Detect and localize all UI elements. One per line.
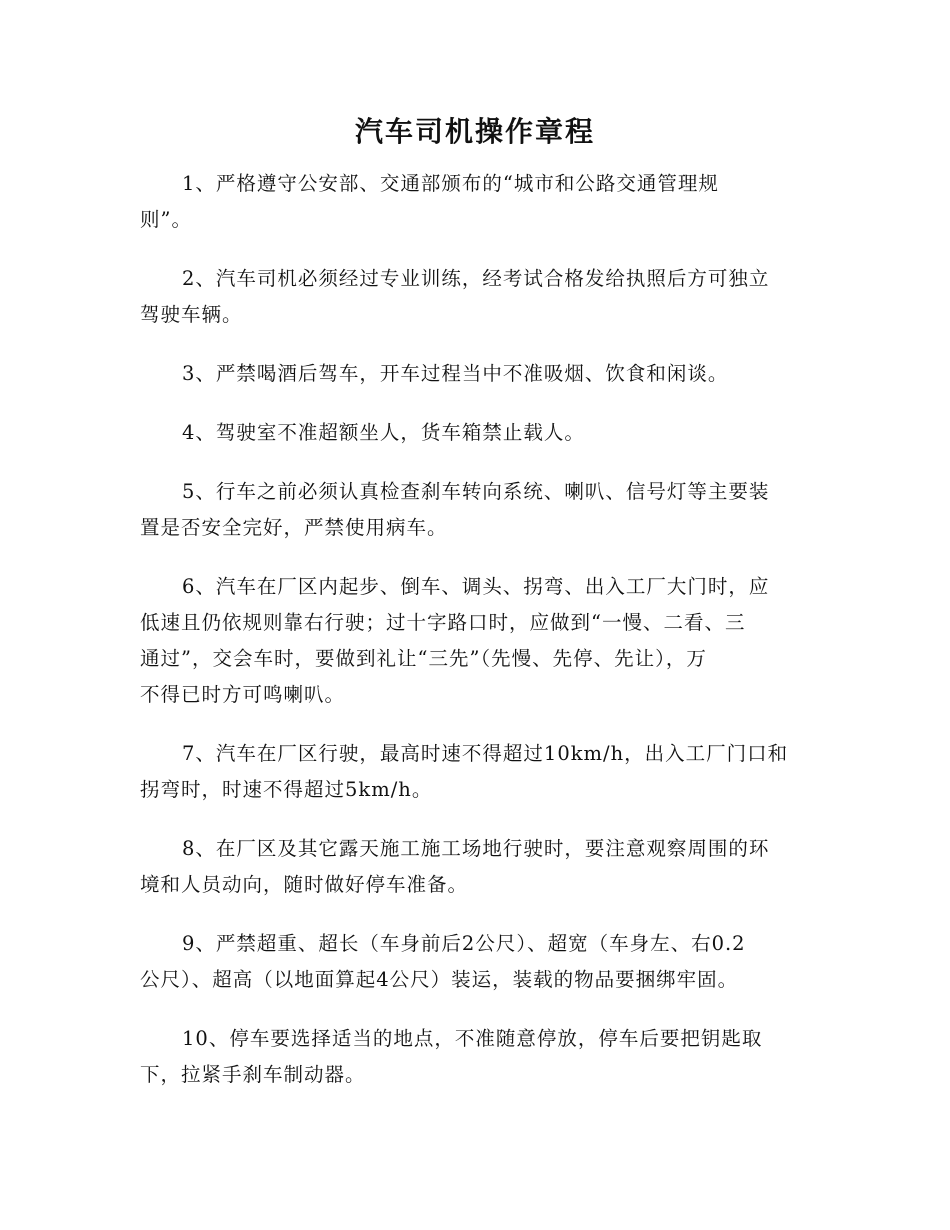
paragraph-line: 则”。	[140, 208, 192, 231]
paragraph-10	[140, 1021, 810, 1093]
document-title: 汽车司机操作章程	[354, 115, 595, 148]
paragraph-8	[140, 831, 810, 903]
paragraph-line: 2、汽车司机必须经过专业训练，经考试合格发给执照后方可独立	[182, 267, 770, 290]
paragraph-1	[140, 166, 810, 238]
paragraph-line: 4、驾驶室不准超额坐人，货车箱禁止载人。	[182, 421, 585, 444]
paragraph-7	[140, 736, 810, 808]
paragraph-line: 6、汽车在厂区内起步、倒车、调头、拐弯、出入工厂大门时，应	[182, 575, 770, 598]
paragraph-line: 不得已时方可鸣喇叭。	[140, 683, 346, 706]
paragraph-line: 5、行车之前必须认真检查刹车转向系统、喇叭、信号灯等主要装	[182, 480, 770, 503]
paragraph-6	[140, 569, 810, 713]
paragraph-9	[140, 926, 810, 998]
paragraph-line: 1、严格遵守公安部、交通部颁布的“城市和公路交通管理规	[182, 172, 719, 195]
paragraph-line: 公尺）、超高（以地面算起4公尺）装运，装载的物品要捆绑牢固。	[140, 968, 739, 991]
paragraph-line: 7、汽车在厂区行驶，最高时速不得超过10km/h，出入工厂门口和	[182, 742, 789, 765]
document-body	[140, 166, 810, 1116]
paragraph-line: 低速且仍依规则靠右行驶；过十字路口时，应做到“一慢、二看、三	[140, 611, 746, 634]
paragraph-line: 通过”，交会车时，要做到礼让“三先”（先慢、先停、先让），万	[140, 647, 707, 670]
paragraph-4	[140, 415, 810, 451]
paragraph-line: 驾驶车辆。	[140, 303, 243, 326]
paragraph-5	[140, 474, 810, 546]
paragraph-line: 置是否安全完好，严禁使用病车。	[140, 516, 448, 539]
paragraph-2	[140, 261, 810, 333]
paragraph-line: 下，拉紧手刹车制动器。	[140, 1063, 366, 1086]
paragraph-3	[140, 356, 810, 392]
paragraph-line: 3、严禁喝酒后驾车，开车过程当中不准吸烟、饮食和闲谈。	[182, 362, 729, 385]
paragraph-line: 境和人员动向，随时做好停车准备。	[140, 873, 469, 896]
paragraph-line: 拐弯时，时速不得超过5km/h。	[140, 778, 433, 801]
paragraph-line: 10、停车要选择适当的地点，不准随意停放，停车后要把钥匙取	[182, 1027, 763, 1050]
paragraph-line: 9、严禁超重、超长（车身前后2公尺）、超宽（车身左、右0.2	[182, 932, 746, 955]
paragraph-line: 8、在厂区及其它露天施工施工场地行驶时，要注意观察周围的环	[182, 837, 770, 860]
